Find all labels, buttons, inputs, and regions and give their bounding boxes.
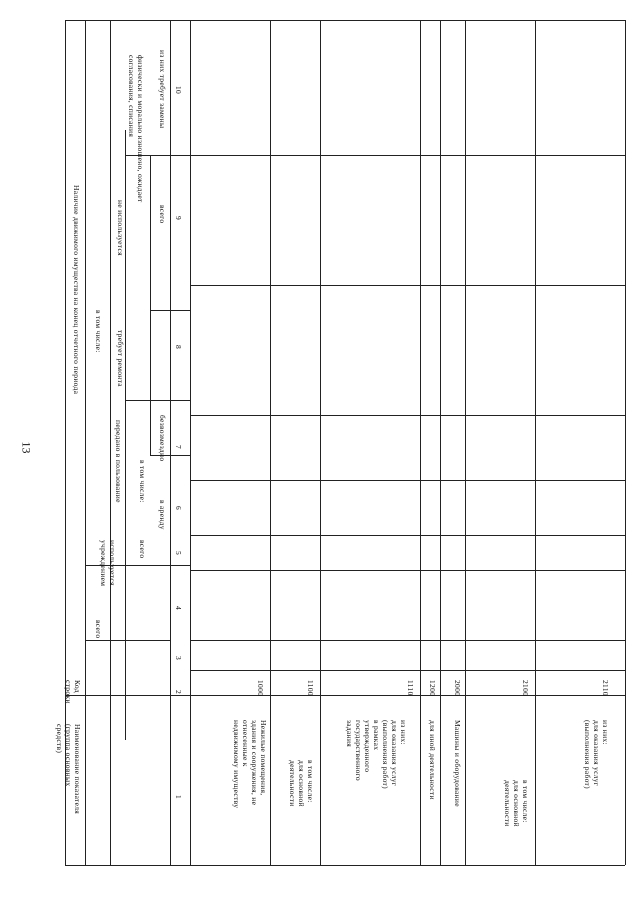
row-code-1100: 1100 — [306, 680, 315, 696]
page-number: 13 — [19, 441, 34, 454]
col-numbers-line — [190, 20, 191, 865]
header-incl-main: в том числе: — [94, 310, 103, 353]
header-split-name — [65, 695, 190, 696]
col-sep-4 — [190, 640, 625, 641]
header-obsolete: физически и морально изношено, ожидает согласования, списания — [127, 55, 145, 203]
table-border-bottom — [65, 865, 625, 866]
col-sep-9 — [190, 285, 625, 286]
col-number-4: 4 — [174, 606, 183, 611]
header-line-2 — [110, 20, 111, 865]
header-code-col: Код строки — [64, 680, 82, 704]
col-sep-8 — [190, 415, 625, 416]
header-split-used — [125, 400, 190, 401]
row-name-1000: Нежилые помещения, здания и сооружения, не отнесенные к недвижимому имуществу — [232, 720, 268, 809]
header-line-5 — [170, 20, 171, 865]
row-code-2110: 2110 — [601, 680, 610, 696]
header-not-used: не используется — [116, 200, 125, 256]
header-top — [110, 20, 625, 21]
header-transferred-all: всего — [138, 540, 147, 559]
col-sep-3 — [190, 670, 625, 671]
row-name-1200: для иной деятельности — [428, 720, 437, 800]
row-line-1200 — [440, 20, 441, 865]
header-transferred: передано в пользование — [114, 420, 123, 503]
col-sep-7 — [190, 480, 625, 481]
col-number-3: 3 — [174, 656, 183, 661]
row-line-1100 — [320, 20, 321, 865]
row-line-2000 — [465, 20, 466, 865]
row-code-1110: 1110 — [406, 680, 415, 696]
row-line-1000 — [270, 20, 271, 865]
header-incl-transferred: в том числе: — [138, 460, 147, 503]
col-number-2: 2 — [174, 690, 183, 695]
col-number-5: 5 — [174, 551, 183, 556]
header-rent: в аренду — [158, 500, 167, 530]
row-code-2100: 2100 — [521, 680, 530, 697]
header-used-by-institution: используется учреждением — [99, 540, 117, 587]
header-free: безвозмездно — [158, 415, 167, 462]
row-line-1110 — [420, 20, 421, 865]
header-split-transferred — [150, 455, 190, 456]
header-name-col: Наименование показателя (группа основных средств) — [55, 724, 82, 815]
col-number-6: 6 — [174, 506, 183, 511]
header-needs-repair: требует ремонта — [116, 330, 125, 387]
header-split-code — [85, 640, 170, 641]
row-code-1200: 1200 — [428, 680, 437, 697]
row-code-1000: 1000 — [256, 680, 265, 697]
header-line-3 — [125, 130, 126, 740]
row-name-2110: из них: для оказания услуг (выполнения работ) — [583, 720, 610, 789]
header-total: всего — [94, 620, 103, 639]
col-number-7: 7 — [174, 445, 183, 450]
header-line-4 — [150, 155, 151, 455]
col-number-8: 8 — [174, 345, 183, 350]
rotated-form-table — [55, 20, 625, 865]
row-name-1110: из них: для оказания услуг (выполнения работ) в рамках утвержденного государственного задания — [345, 720, 408, 789]
header-needs-replacement: из них требует замены — [158, 50, 167, 129]
header-split-notused — [150, 310, 190, 311]
row-code-2000: 2000 — [453, 680, 462, 697]
row-name-2100: в том числе: для основной деятельности — [503, 780, 530, 827]
col-sep-10 — [190, 155, 625, 156]
col-number-9: 9 — [174, 216, 183, 221]
header-obsolete-all: всего — [158, 205, 167, 224]
row-name-1100: в том числе: для основной деятельности — [288, 760, 315, 807]
col-sep-5 — [190, 570, 625, 571]
header-line-1 — [85, 20, 86, 865]
row-line-2100 — [535, 20, 536, 865]
row-name-2000: Машины и оборудование — [453, 720, 462, 807]
col-number-10: 10 — [174, 86, 183, 95]
table-border-right — [625, 20, 626, 865]
header-main-title: Наличие движимого имущества на конец отчетного периода — [72, 185, 81, 395]
col-number-1: 1 — [174, 795, 183, 800]
col-sep-6 — [190, 535, 625, 536]
